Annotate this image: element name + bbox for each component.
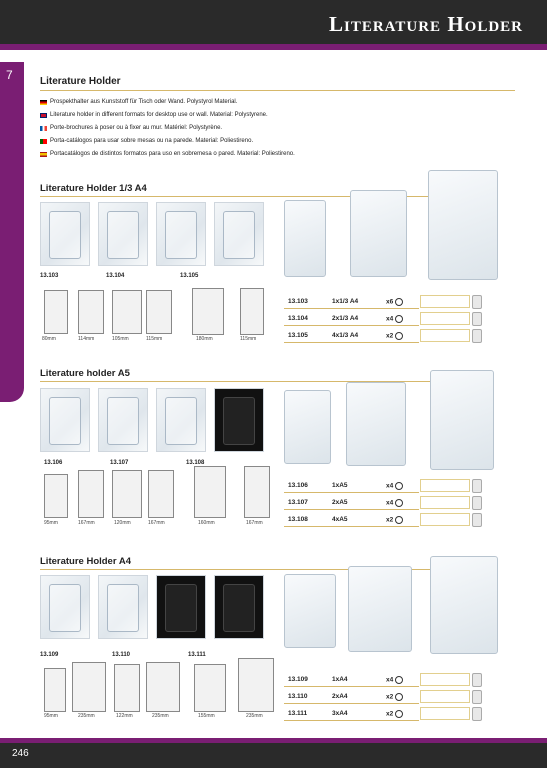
item-thumb — [472, 513, 482, 527]
dim-label: 180mm — [196, 336, 213, 342]
order-box — [420, 513, 470, 526]
portuguese-flag-icon — [40, 139, 47, 144]
order-row: 13.104 2x1/3 A4 x4 — [284, 311, 489, 326]
divider — [40, 569, 480, 570]
order-box — [420, 312, 470, 325]
dim-label: 167mm — [148, 520, 165, 526]
desc-line-fr: Porte-brochures à poser ou à fixer au mur. Matériel: Polystyrène. — [40, 125, 222, 131]
order-box — [420, 690, 470, 703]
product-image-13-108 — [430, 370, 494, 470]
bottom-bar — [0, 738, 547, 768]
order-box — [420, 673, 470, 686]
package-icon — [395, 693, 403, 701]
package-icon — [395, 482, 403, 490]
dim-label: 95mm — [44, 520, 58, 526]
model-label: 13.109 — [40, 652, 59, 658]
item-thumb — [472, 690, 482, 704]
dimension-drawing — [44, 474, 68, 518]
divider — [40, 90, 515, 91]
intro-title: Literature Holder — [40, 76, 121, 87]
dimension-drawing — [78, 290, 104, 334]
dim-label: 115mm — [146, 336, 163, 342]
model-label: 13.104 — [106, 273, 125, 279]
german-flag-icon — [40, 100, 47, 105]
dimension-drawing — [146, 290, 172, 334]
dim-label: 105mm — [112, 336, 129, 342]
item-thumb — [472, 707, 482, 721]
product-image-13-107 — [346, 382, 406, 466]
chapter-tab — [0, 62, 24, 402]
page-number: 246 — [12, 748, 29, 759]
dim-label: 155mm — [198, 713, 215, 719]
package-icon — [395, 516, 403, 524]
package-icon — [395, 298, 403, 306]
order-box — [420, 496, 470, 509]
package-icon — [395, 676, 403, 684]
dimension-drawing — [192, 288, 224, 335]
dimension-drawing — [72, 662, 106, 712]
dimension-drawing — [148, 470, 174, 518]
order-row: 13.108 4xA5 x2 — [284, 512, 489, 527]
order-row: 13.106 1xA5 x4 — [284, 478, 489, 493]
dimension-drawing — [44, 668, 66, 712]
product-photo — [156, 388, 206, 452]
product-photo — [98, 388, 148, 452]
accent-stripe — [0, 44, 547, 50]
order-row: 13.109 1xA4 x4 — [284, 672, 489, 687]
dimension-drawing — [112, 290, 142, 334]
item-thumb — [472, 312, 482, 326]
product-photo — [214, 575, 264, 639]
product-photo — [98, 202, 148, 266]
product-photo — [214, 388, 264, 452]
spanish-flag-icon — [40, 152, 47, 157]
dimension-drawing — [244, 466, 270, 518]
model-label: 13.111 — [188, 652, 206, 658]
order-row: 13.107 2xA5 x4 — [284, 495, 489, 510]
dim-label: 122mm — [116, 713, 133, 719]
dim-label: 167mm — [78, 520, 95, 526]
section-title-a5: Literature holder A5 — [40, 368, 130, 379]
dimension-drawing — [194, 664, 226, 712]
dim-label: 235mm — [246, 713, 263, 719]
desc-line-gb: Literature holder in different formats for desktop use or wall. Material: Polystyrene. — [40, 112, 268, 118]
order-box — [420, 479, 470, 492]
uk-flag-icon — [40, 113, 47, 118]
model-label: 13.106 — [44, 460, 63, 466]
model-label: 13.105 — [180, 273, 199, 279]
dimension-drawing — [44, 290, 68, 334]
accent-stripe — [0, 738, 547, 743]
dim-label: 167mm — [246, 520, 263, 526]
product-photo — [40, 202, 90, 266]
order-box — [420, 329, 470, 342]
french-flag-icon — [40, 126, 47, 131]
desc-line-es: Portacatálogos de distintos formatos para uso en sobremesa o pared. Material: Poliestireno. — [40, 151, 295, 157]
product-image-13-103 — [284, 200, 326, 277]
package-icon — [395, 710, 403, 718]
order-row: 13.110 2xA4 x2 — [284, 689, 489, 704]
desc-line-de: Prospekthalter aus Kunststoff für Tisch oder Wand. Polystyrol Material. — [40, 99, 237, 105]
item-thumb — [472, 673, 482, 687]
product-image-13-105 — [428, 170, 498, 280]
model-label: 13.108 — [186, 460, 205, 466]
top-bar — [0, 0, 547, 44]
chapter-number: 7 — [6, 68, 13, 82]
order-box — [420, 707, 470, 720]
product-image-13-110 — [348, 566, 412, 652]
order-box — [420, 295, 470, 308]
dim-label: 235mm — [152, 713, 169, 719]
item-thumb — [472, 496, 482, 510]
section-title-1-3-a4: Literature Holder 1/3 A4 — [40, 183, 147, 194]
item-thumb — [472, 479, 482, 493]
dimension-drawing — [238, 658, 274, 712]
divider — [40, 196, 480, 197]
product-photo — [98, 575, 148, 639]
divider — [40, 381, 480, 382]
page-title: Literature Holder — [328, 12, 523, 36]
order-row: 13.105 4x1/3 A4 x2 — [284, 328, 489, 343]
dim-label: 120mm — [114, 520, 131, 526]
model-label: 13.103 — [40, 273, 59, 279]
dimension-drawing — [78, 470, 104, 518]
model-label: 13.110 — [112, 652, 131, 658]
dim-label: 235mm — [78, 713, 95, 719]
dimension-drawing — [112, 470, 142, 518]
product-photo — [214, 202, 264, 266]
dim-label: 160mm — [198, 520, 215, 526]
dim-label: 95mm — [44, 713, 58, 719]
order-row: 13.103 1x1/3 A4 x6 — [284, 294, 489, 309]
tab-cutout — [24, 62, 32, 392]
product-photo — [156, 202, 206, 266]
package-icon — [395, 332, 403, 340]
product-image-13-104 — [350, 190, 407, 277]
dimension-drawing — [240, 288, 264, 335]
model-label: 13.107 — [110, 460, 129, 466]
product-image-13-109 — [284, 574, 336, 648]
dim-label: 114mm — [78, 336, 95, 342]
item-thumb — [472, 295, 482, 309]
product-photo — [156, 575, 206, 639]
dimension-drawing — [114, 664, 140, 712]
package-icon — [395, 499, 403, 507]
item-thumb — [472, 329, 482, 343]
dimension-drawing — [194, 466, 226, 518]
dimension-drawing — [146, 662, 180, 712]
product-photo — [40, 388, 90, 452]
desc-line-pt: Porta-catálogos para usar sobre mesas ou na parede. Material: Poliestireno. — [40, 138, 253, 144]
dim-label: 115mm — [240, 336, 257, 342]
section-title-a4: Literature Holder A4 — [40, 556, 131, 567]
order-row: 13.111 3xA4 x2 — [284, 706, 489, 721]
dim-label: 80mm — [42, 336, 56, 342]
product-image-13-106 — [284, 390, 331, 464]
product-image-13-111 — [430, 556, 498, 654]
product-photo — [40, 575, 90, 639]
package-icon — [395, 315, 403, 323]
